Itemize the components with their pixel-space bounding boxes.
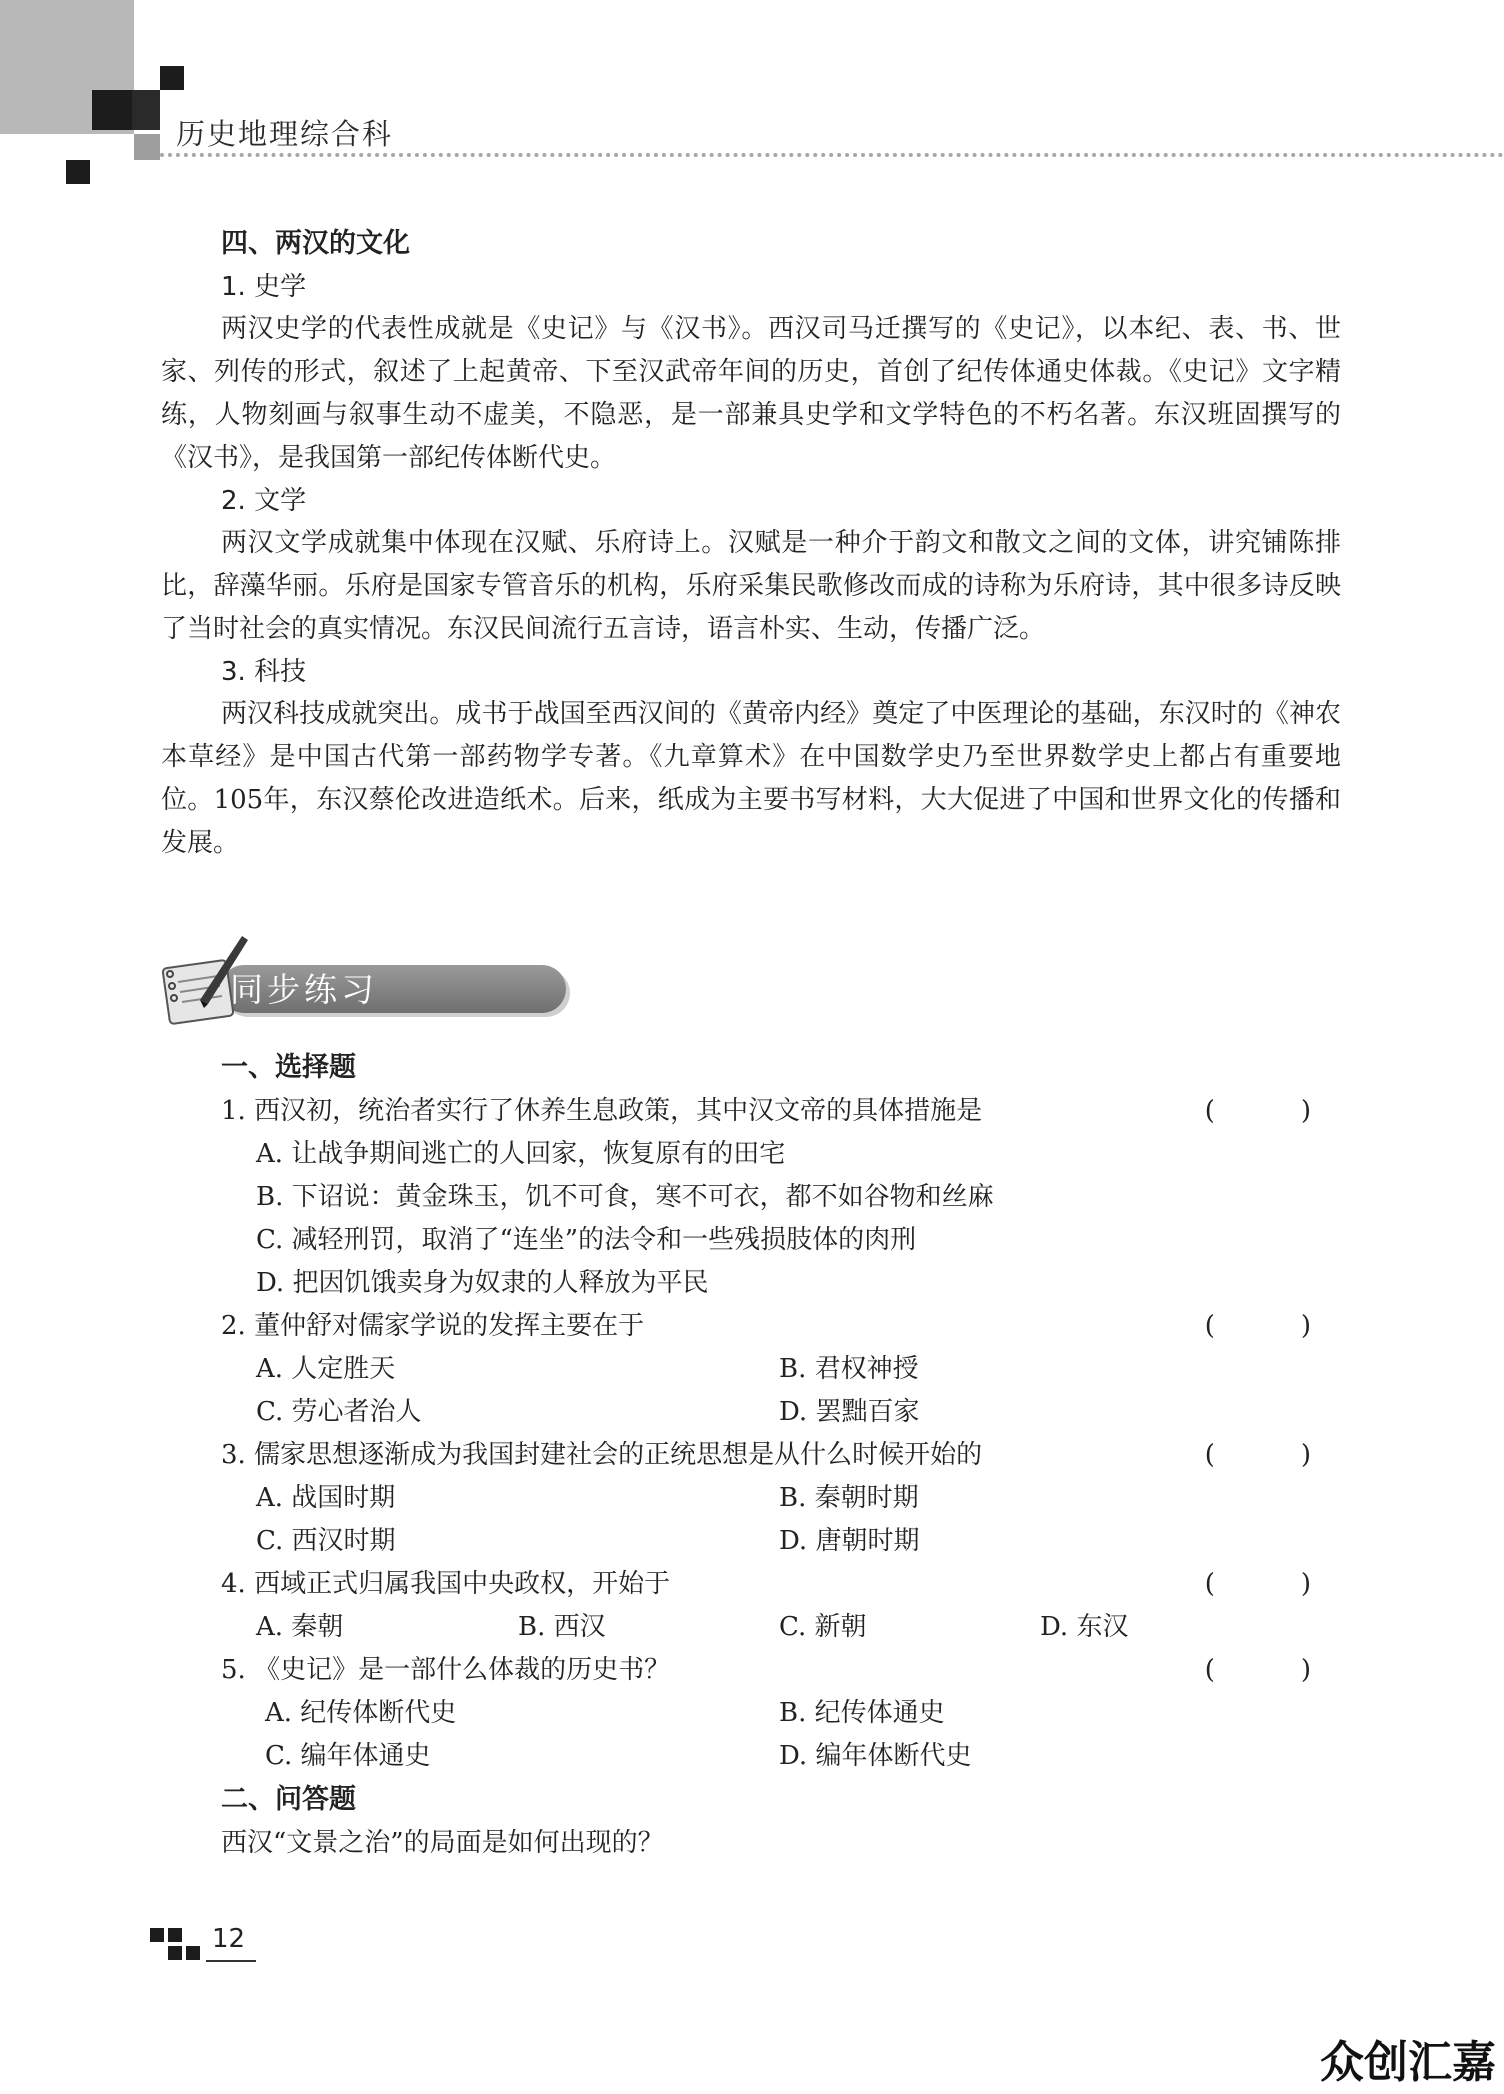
- option: A. 让战争期间逃亡的人回家，恢复原有的田宅: [256, 1139, 786, 1169]
- option: D. 唐朝时期: [779, 1526, 920, 1556]
- option-row: [161, 1692, 1341, 1735]
- subheading-history: 1. 史学: [221, 272, 307, 302]
- answer-blank: ( ): [1204, 1655, 1341, 1685]
- option-row: [161, 1520, 1341, 1563]
- option-row: [161, 1176, 1341, 1219]
- running-header-title: 历史地理综合科: [176, 117, 394, 151]
- answer-blank: ( ): [1204, 1096, 1341, 1126]
- option: A. 战国时期: [256, 1483, 396, 1513]
- option: D. 东汉: [1040, 1612, 1129, 1642]
- question-text: 1. 西汉初，统治者实行了休养生息政策，其中汉文帝的具体措施是: [221, 1096, 983, 1126]
- question-stem: [161, 1649, 1341, 1692]
- option: B. 下诏说：黄金珠玉，饥不可食，寒不可衣，都不如谷物和丝麻: [256, 1182, 994, 1212]
- question-text: 3. 儒家思想逐渐成为我国封建社会的正统思想是从什么时候开始的: [221, 1440, 983, 1470]
- header-dotted-rule: [160, 153, 1504, 157]
- question-text: 5. 《史记》是一部什么体裁的历史书？: [221, 1655, 671, 1685]
- option-row: [161, 1477, 1341, 1520]
- question-stem: [161, 1434, 1341, 1477]
- watermark: 众创汇嘉: [1320, 2037, 1496, 2088]
- answer-blank: ( ): [1204, 1311, 1341, 1341]
- qa-question: 西汉“文景之治”的局面是如何出现的？: [221, 1828, 664, 1858]
- option: C. 新朝: [779, 1612, 867, 1642]
- option-row: [161, 1606, 1341, 1649]
- option-row: [161, 1133, 1341, 1176]
- option: B. 君权神授: [779, 1354, 919, 1384]
- subheading-literature: 2. 文学: [221, 486, 307, 516]
- option: C. 劳心者治人: [256, 1397, 422, 1427]
- option-row: [161, 1219, 1341, 1262]
- question-text: 2. 董仲舒对儒家学说的发挥主要在于: [221, 1311, 645, 1341]
- option: A. 人定胜天: [256, 1354, 396, 1384]
- option-row: [161, 1735, 1341, 1778]
- option: C. 西汉时期: [256, 1526, 396, 1556]
- option-row: [161, 1348, 1341, 1391]
- header-square-decoration: [66, 160, 90, 184]
- header-square-decoration: [132, 90, 160, 130]
- footer-square-decoration: [150, 1928, 164, 1942]
- option: C. 编年体通史: [265, 1741, 431, 1771]
- qa-section-heading: 二、问答题: [221, 1784, 356, 1815]
- choice-section-heading: 一、选择题: [221, 1052, 356, 1083]
- practice-badge-label: 同步练习: [230, 970, 378, 1009]
- option: B. 西汉: [518, 1612, 606, 1642]
- answer-blank: ( ): [1204, 1569, 1341, 1599]
- section-four: [161, 222, 1341, 865]
- header-square-decoration: [134, 134, 160, 160]
- option: D. 把因饥饿卖身为奴隶的人释放为平民: [256, 1268, 709, 1298]
- footer-rule: [206, 1960, 256, 1962]
- page-number: 12: [212, 1924, 246, 1954]
- question-stem: [161, 1090, 1341, 1133]
- option: D. 编年体断代史: [779, 1741, 972, 1771]
- option-row: [161, 1262, 1341, 1305]
- option: D. 罢黜百家: [779, 1397, 920, 1427]
- option: B. 纪传体通史: [779, 1698, 945, 1728]
- paragraph-literature: 两汉文学成就集中体现在汉赋、乐府诗上。汉赋是一种介于韵文和散文之间的文体，讲究铺陈排比，辞藻华丽。乐府是国家专管音乐的机构，乐府采集民歌修改而成的诗称为乐府诗，其中很多诗反映了当时社会的真实情况。东汉民间流行五言诗，语言朴实、生动，传播广泛。: [161, 528, 1341, 644]
- option: B. 秦朝时期: [779, 1483, 919, 1513]
- question-stem: [161, 1563, 1341, 1606]
- footer-square-decoration: [168, 1928, 182, 1942]
- header-square-decoration: [92, 90, 132, 130]
- header-square-decoration: [160, 66, 184, 90]
- footer-square-decoration: [168, 1946, 182, 1960]
- paragraph-history: 两汉史学的代表性成就是《史记》与《汉书》。西汉司马迁撰写的《史记》，以本纪、表、书、世家、列传的形式，叙述了上起黄帝、下至汉武帝年间的历史，首创了纪传体通史体裁。《史记》文字精练，人物刻画与叙事生动不虚美，不隐恶，是一部兼具史学和文学特色的不朽名著。东汉班固撰写的《汉书》，是我国第一部纪传体断代史。: [161, 314, 1341, 473]
- option: C. 减轻刑罚，取消了“连坐”的法令和一些残损肢体的肉刑: [256, 1225, 917, 1255]
- option: A. 纪传体断代史: [265, 1698, 457, 1728]
- question-stem: [161, 1305, 1341, 1348]
- section-heading: 四、两汉的文化: [221, 228, 410, 259]
- exercises: [161, 1046, 1341, 1865]
- option: A. 秦朝: [256, 1612, 344, 1642]
- answer-blank: ( ): [1204, 1440, 1341, 1470]
- paragraph-technology: 两汉科技成就突出。成书于战国至西汉间的《黄帝内经》奠定了中医理论的基础，东汉时的《神农本草经》是中国古代第一部药物学专著。《九章算术》在中国数学史乃至世界数学史上都占有重要地位。105年，东汉蔡伦改进造纸术。后来，纸成为主要书写材料，大大促进了中国和世界文化的传播和发展。: [161, 699, 1341, 858]
- subheading-technology: 3. 科技: [221, 657, 307, 687]
- footer-square-decoration: [186, 1946, 200, 1960]
- question-text: 4. 西域正式归属我国中央政权，开始于: [221, 1569, 671, 1599]
- option-row: [161, 1391, 1341, 1434]
